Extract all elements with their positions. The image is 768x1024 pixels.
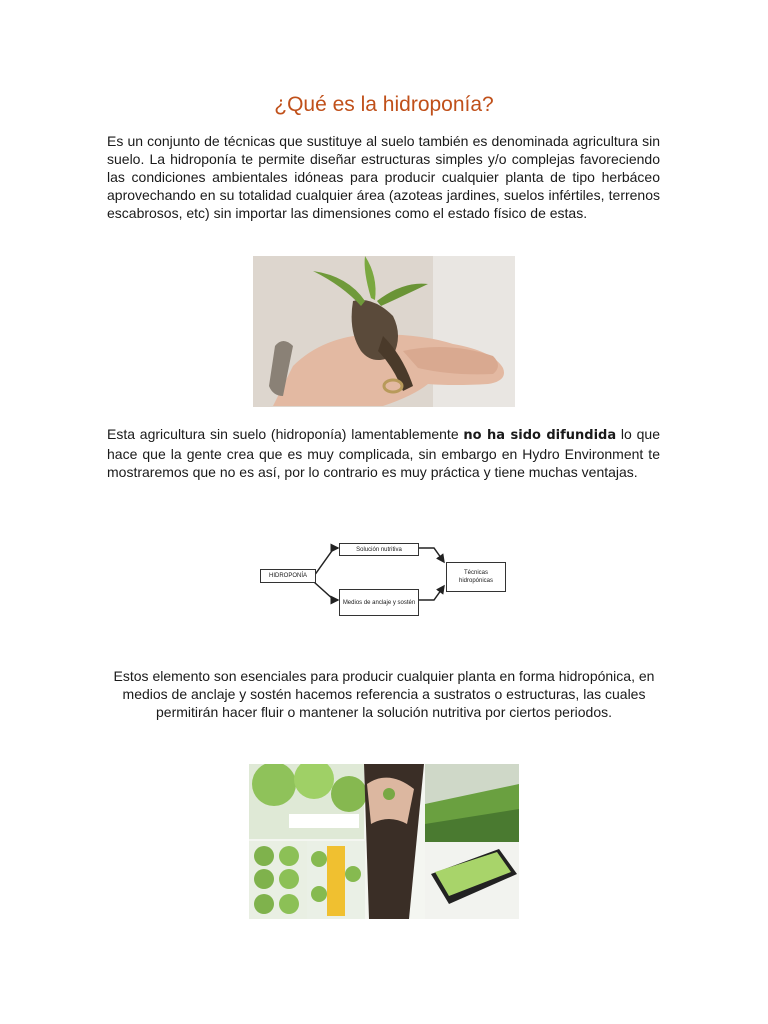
paragraph-text-end: lo que hace que la gente crea que es muy complicada, sin embargo en Hydro Environment te mostraremos que no es así, por lo contrario es muy práctica y tiene muchas ventajas. <box>107 426 660 480</box>
hand-seedling-photo <box>253 256 515 407</box>
hydroponics-diagram <box>258 540 508 620</box>
intro-paragraph: Es un conjunto de técnicas que sustituye al suelo también es denominada agricultura sin suelo. La hidroponía te permite diseñar estructuras simples y/o complejas favoreciendo las condiciones ambientales idóneas para producir cualquier planta de tipo herbáceo aprovechando en su totalidad cualquier área (azoteas jardines, suelos infértiles, terrenos escabrosos, etc) sin importar las dimensiones como el estado físico de estas. <box>107 133 660 221</box>
page-title: ¿Qué es la hidroponía? <box>274 93 494 116</box>
second-paragraph <box>107 425 660 481</box>
hydroponic-collage-photo <box>249 764 519 919</box>
third-paragraph: Estos elemento son esenciales para producir cualquier planta en forma hidropónica, en medios de anclaje y sostén hacemos referencia a sustratos o estructuras, las cuales permitirán hacer fluir o mantener la solución nutritiva por ciertos periodos. <box>113 668 655 720</box>
bold-phrase: no ha sido difundida <box>463 428 617 443</box>
diagram-top-box: Solución nutritiva <box>339 543 419 556</box>
paragraph-text-start: Esta agricultura sin suelo (hidroponía) lamentablemente <box>107 426 464 442</box>
diagram-bottom-box: Medios de anclaje y sostén <box>339 589 419 616</box>
diagram-source-box: HIDROPONÍA <box>260 569 316 583</box>
diagram-target-box: Técnicas hidropónicas <box>446 562 506 592</box>
